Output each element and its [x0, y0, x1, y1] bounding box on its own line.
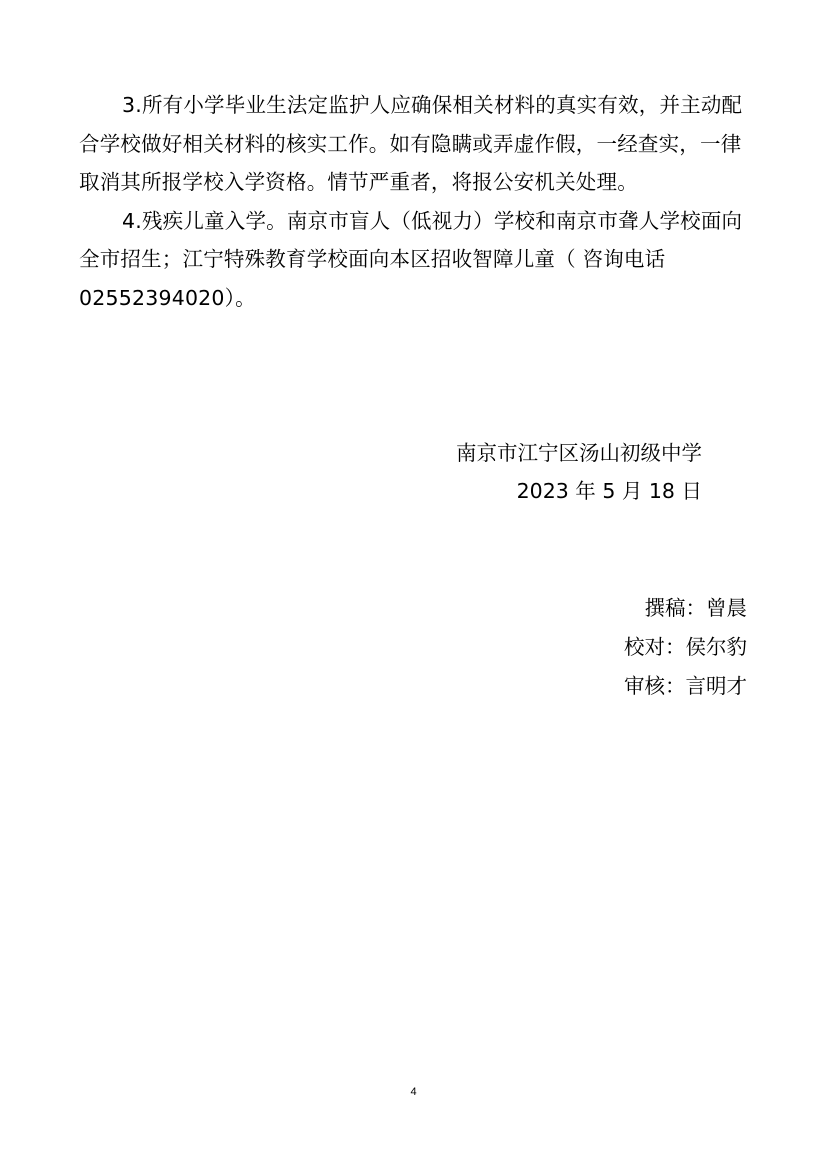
credits-block: [624, 589, 747, 706]
page-number: 4: [410, 1086, 417, 1098]
paragraph-4: 4.残疾儿童入学。南京市盲人（低视力）学校和南京市聋人学校面向全市招生；江宁特殊教育学校面向本区招收智障儿童（ 咨询电话02552394020）。: [79, 208, 743, 310]
paragraph-3: 3.所有小学毕业生法定监护人应确保相关材料的真实有效，并主动配合学校做好相关材料的核实工作。如有隐瞒或弄虚作假，一经查实，一律取消其所报学校入学资格。情节严重者，将报公安机关处理。: [79, 93, 743, 195]
credit-proofreader: 校对：侯尔豹: [624, 635, 747, 659]
credit-author: 撰稿：曾晨: [644, 596, 747, 620]
signature-date: 2023 年 5 月 18 日: [516, 479, 702, 503]
credit-reviewer: 审核：言明才: [624, 674, 747, 698]
signature-organization: 南京市江宁区汤山初级中学: [456, 441, 702, 465]
body-text: [79, 86, 749, 318]
